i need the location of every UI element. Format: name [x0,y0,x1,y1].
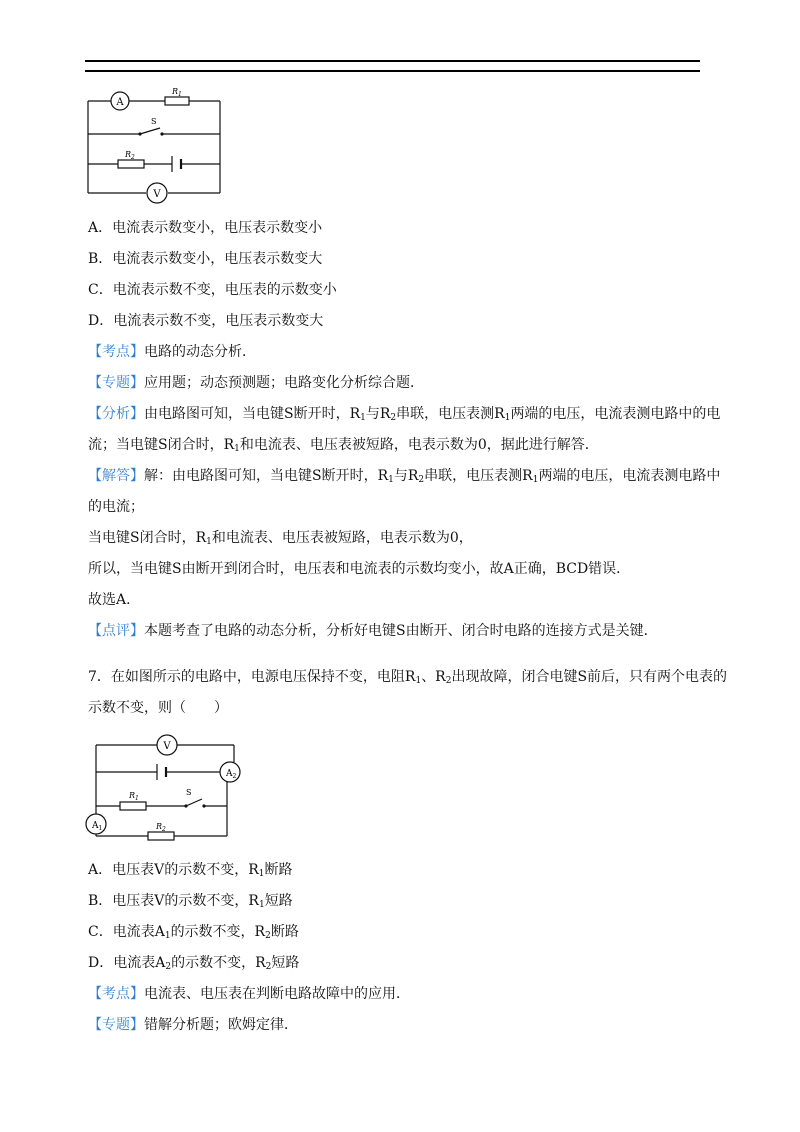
q6-jieda-line-3: 当电键S闭合时，$R_1$和电流表、电压表被短路，电表示数为0， [88,530,473,547]
q7-option-b: B．电压表V的示数不变，$R_1$短路 [88,893,293,910]
q7-kaodian: 【考点】电流表、电压表在判断电路故障中的应用． [88,986,410,1002]
voltmeter-label: V [163,741,171,752]
q7-stem-line-1: 7．在如图所示的电路中，电源电压保持不变，电阻$R_1$、$R_2$出现故障，闭合电键S前后，只有两个电表的 [88,669,728,686]
resistor-r1-symbol [120,802,146,810]
voltmeter-label: V [153,189,161,200]
q6-option-d: D．电流表示数不变，电压表示数变大 [88,313,324,329]
q6-option-a: A．电流表示数变小，电压表示数变小 [88,220,323,236]
zhuanti-text: 应用题；动态预测题；电路变化分析综合题． [144,375,424,391]
resistor-r1-sub: 1 [135,795,139,802]
battery-symbol [157,764,166,780]
resistor-r1-label: R [129,791,136,800]
jieda-tag: 【解答】 [88,468,144,484]
kaodian-text: 电路的动态分析． [144,344,256,360]
q6-jieda-line-4: 所以，当电键S由断开到闭合时，电压表和电流表的示数均变小，故A正确，BCD错误． [88,561,631,577]
zhuanti-tag: 【专题】 [88,1017,144,1033]
resistor-r2-label: R [125,150,132,159]
q6-zhuanti [88,373,424,393]
q6-jieda-line-2: 的电流； [88,499,144,515]
fenxi-tag: 【分析】 [88,406,144,422]
ammeter-a2-sub: 2 [232,773,237,780]
q6-jieda-line-5: 故选A． [88,592,141,608]
q7-zhuanti: 【专题】错解分析题；欧姆定律． [88,1017,298,1033]
ammeter-label: A [116,97,124,108]
ammeter-a1-label: A [92,821,99,831]
kaodian-tag: 【考点】 [88,986,144,1002]
q7-option-a: A．电压表V的示数不变，$R_1$断路 [88,862,293,879]
svg-text:R2 [155,822,166,833]
header-rule-bottom [85,70,700,72]
resistor-r1-sub: 1 [178,91,182,98]
q6-fenxi-line-1: 【分析】由电路图可知，当电键S断开时，$R_1$与$R_2$串联，电压表测$R_1$两端的电压，电流表测电路中的电 [88,406,721,423]
resistor-r2-symbol [118,160,144,168]
switch-label: S [186,788,192,797]
circuit-diagram-2 [82,732,242,842]
q6-dianping: 【点评】本题考查了电路的动态分析，分析好电键S由断开、闭合时电路的连接方式是关键． [88,623,658,639]
circuit-diagram-1 [80,86,240,206]
header-rule-top [85,60,700,62]
svg-text:R1 [171,87,182,98]
switch-label: S [151,117,157,126]
q6-option-c: C．电流表示数不变，电压表的示数变小 [88,282,337,298]
battery-symbol [172,156,181,172]
resistor-r2-symbol [148,832,174,840]
dianping-tag: 【点评】 [88,623,144,639]
resistor-r2-sub: 2 [162,826,166,833]
svg-text:R2 [124,150,135,161]
q6-jieda-line-1: 【解答】解：由电路图可知，当电键S断开时，$R_1$与$R_2$串联，电压表测$R_1$两端的电压，电流表测电路中 [88,468,721,485]
resistor-r1-symbol [165,97,189,105]
resistor-r2-label: R [156,822,163,831]
q7-option-c: C．电流表$A_1$的示数不变，$R_2$断路 [88,924,299,941]
resistor-r1-label: R [172,87,179,96]
svg-text:R1 [128,791,139,802]
q7-option-d: D．电流表$A_2$的示数不变，$R_2$短路 [88,955,300,972]
q6-fenxi-line-2: 流；当电键S闭合时，$R_1$和电流表、电压表被短路，电表示数为0，据此进行解答． [88,437,599,454]
q6-kaodian [88,342,256,362]
q6-option-b: B．电流表示数变小，电压表示数变大 [88,251,323,267]
resistor-r2-sub: 2 [131,154,135,161]
zhuanti-tag: 【专题】 [88,375,144,391]
ammeter-a2-label: A [226,769,233,779]
kaodian-tag: 【考点】 [88,344,144,360]
ammeter-a1-sub: 1 [98,825,103,832]
q7-stem-line-2: 示数不变，则（ ） [88,700,228,716]
